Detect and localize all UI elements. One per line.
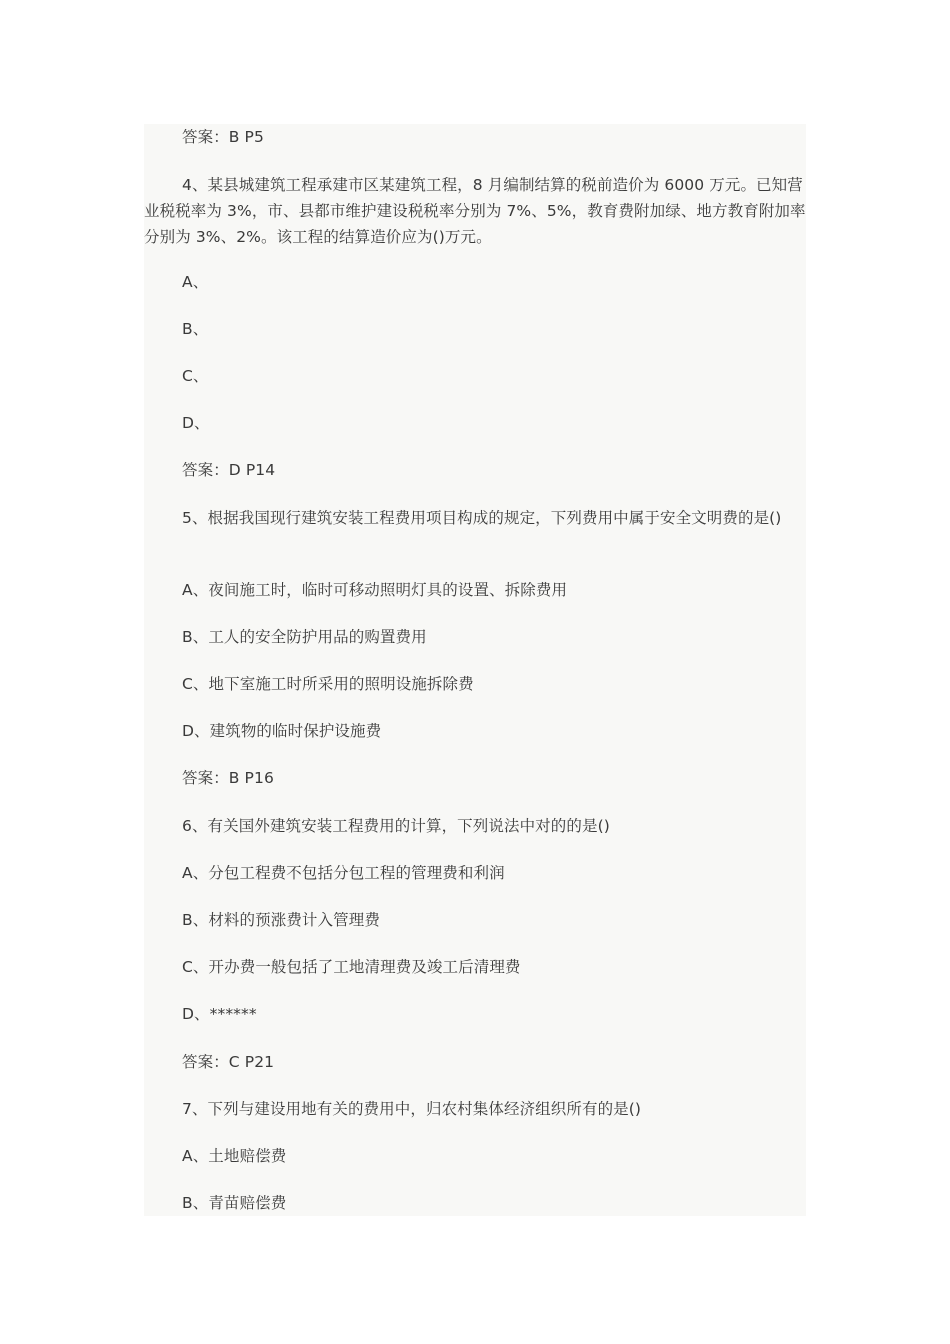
q5-option-a: A、夜间施工时，临时可移动照明灯具的设置、拆除费用 [182, 581, 568, 599]
answer-q3: 答案：B P5 [182, 128, 264, 146]
question-5: 5、根据我国现行建筑安装工程费用项目构成的规定，下列费用中属于安全文明费的是() [182, 509, 782, 527]
question-6: 6、有关国外建筑安装工程费用的计算，下列说法中对的的是() [182, 817, 610, 835]
q4-option-a: A、 [182, 273, 209, 291]
answer-q6: 答案：C P21 [182, 1053, 275, 1071]
q5-option-d: D、建筑物的临时保护设施费 [182, 722, 382, 740]
q6-option-a: A、分包工程费不包括分包工程的管理费和利润 [182, 864, 505, 882]
document-content [144, 124, 806, 1216]
q5-option-b: B、工人的安全防护用品的购置费用 [182, 628, 427, 646]
answer-q5: 答案：B P16 [182, 769, 274, 787]
answer-q4: 答案：D P14 [182, 461, 276, 479]
q4-option-b: B、 [182, 320, 209, 338]
q7-option-b: B、青苗赔偿费 [182, 1194, 287, 1212]
q4-option-c: C、 [182, 367, 209, 385]
q6-option-d: D、****** [182, 1005, 257, 1023]
q6-option-c: C、开办费一般包括了工地清理费及竣工后清理费 [182, 958, 521, 976]
q7-option-a: A、土地赔偿费 [182, 1147, 287, 1165]
question-7: 7、下列与建设用地有关的费用中，归农村集体经济组织所有的是() [182, 1100, 642, 1118]
q5-option-c: C、地下室施工时所采用的照明设施拆除费 [182, 675, 474, 693]
q6-option-b: B、材料的预涨费计入管理费 [182, 911, 380, 929]
q4-option-d: D、 [182, 414, 210, 432]
question-4: 4、某县城建筑工程承建市区某建筑工程，8 月编制结算的税前造价为 6000 万元。已知营业税税率为 3%，市、县都市维护建设税税率分别为 7%、5%，教育费附加绿、地方教育附加率分别为 3%、2%。该工程的结算造价应为()万元。 [144, 176, 806, 246]
